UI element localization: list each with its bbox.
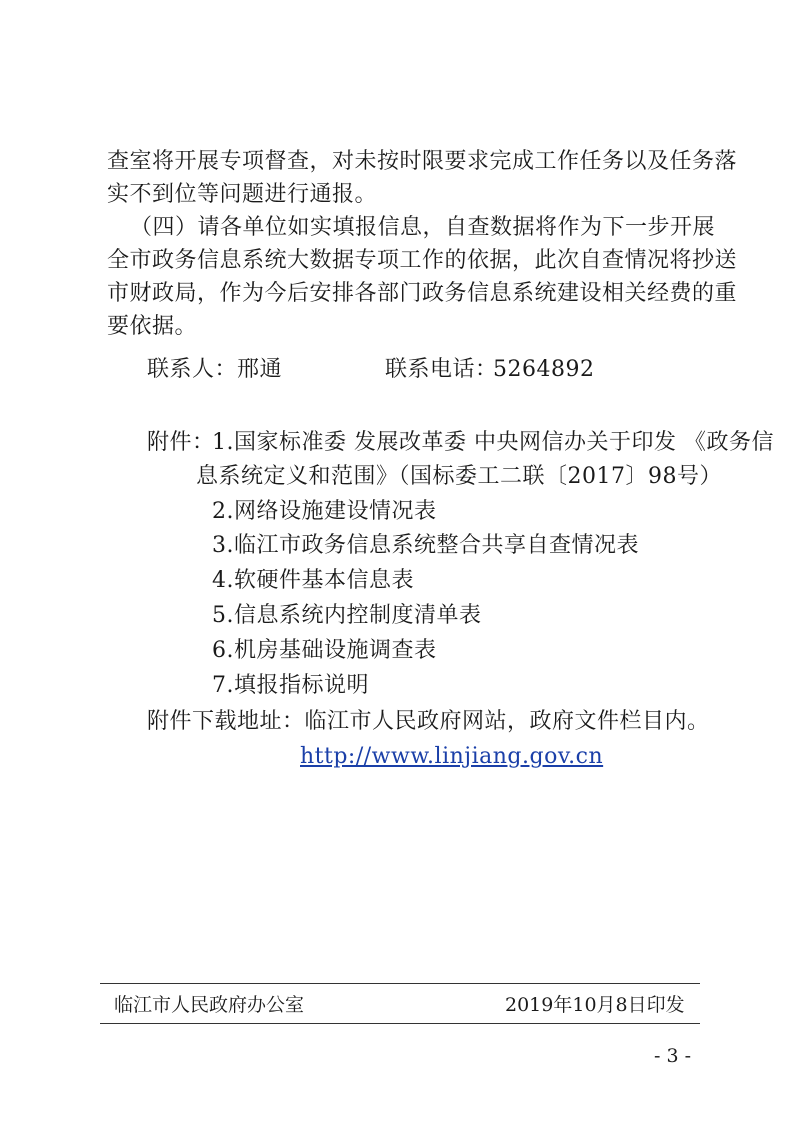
download-link[interactable]: http://www.linjiang.gov.cn [300,744,604,769]
footer-date: 2019年10月8日印发 [505,994,685,1016]
contact-person: 联系人：邢通 [147,357,283,382]
footer-top-rule [100,983,700,984]
text-line: 查室将开展专项督查，对未按时限要求完成工作任务以及任务落 [107,149,738,174]
footer-bottom-rule [100,1023,700,1024]
attachment-item: 息系统定义和范围》（国标委工二联〔2017〕98号） [196,464,722,489]
text-line: （四）请各单位如实填报信息，自查数据将作为下一步开展 [130,215,716,240]
contact-phone-label: 联系电话： [385,357,498,382]
attachments-label: 附件： [147,430,215,455]
attachment-item: 6.机房基础设施调查表 [212,638,437,663]
attachment-item: 7.填报指标说明 [212,673,369,698]
download-note: 附件下载地址：临江市人民政府网站，政府文件栏目内。 [147,709,710,734]
text-line: 要依据。 [107,314,198,339]
attachment-item: 3.临江市政务信息系统整合共享自查情况表 [212,533,639,558]
attachment-item: 2.网络设施建设情况表 [212,499,437,524]
attachment-item: 4.软硬件基本信息表 [212,568,414,593]
page-number: - 3 - [654,1045,692,1067]
contact-phone: 5264892 [493,357,595,382]
text-line: 实不到位等问题进行通报。 [107,182,378,207]
text-line: 市财政局，作为今后安排各部门政务信息系统建设相关经费的重 [107,281,738,306]
footer-issuer: 临江市人民政府办公室 [114,994,305,1016]
attachment-item: 1.国家标准委 发展改革委 中央网信办关于印发 《政务信 [212,430,774,455]
text-line: 全市政务信息系统大数据专项工作的依据，此次自查情况将抄送 [107,248,738,273]
attachment-item: 5.信息系统内控制度清单表 [212,603,482,628]
